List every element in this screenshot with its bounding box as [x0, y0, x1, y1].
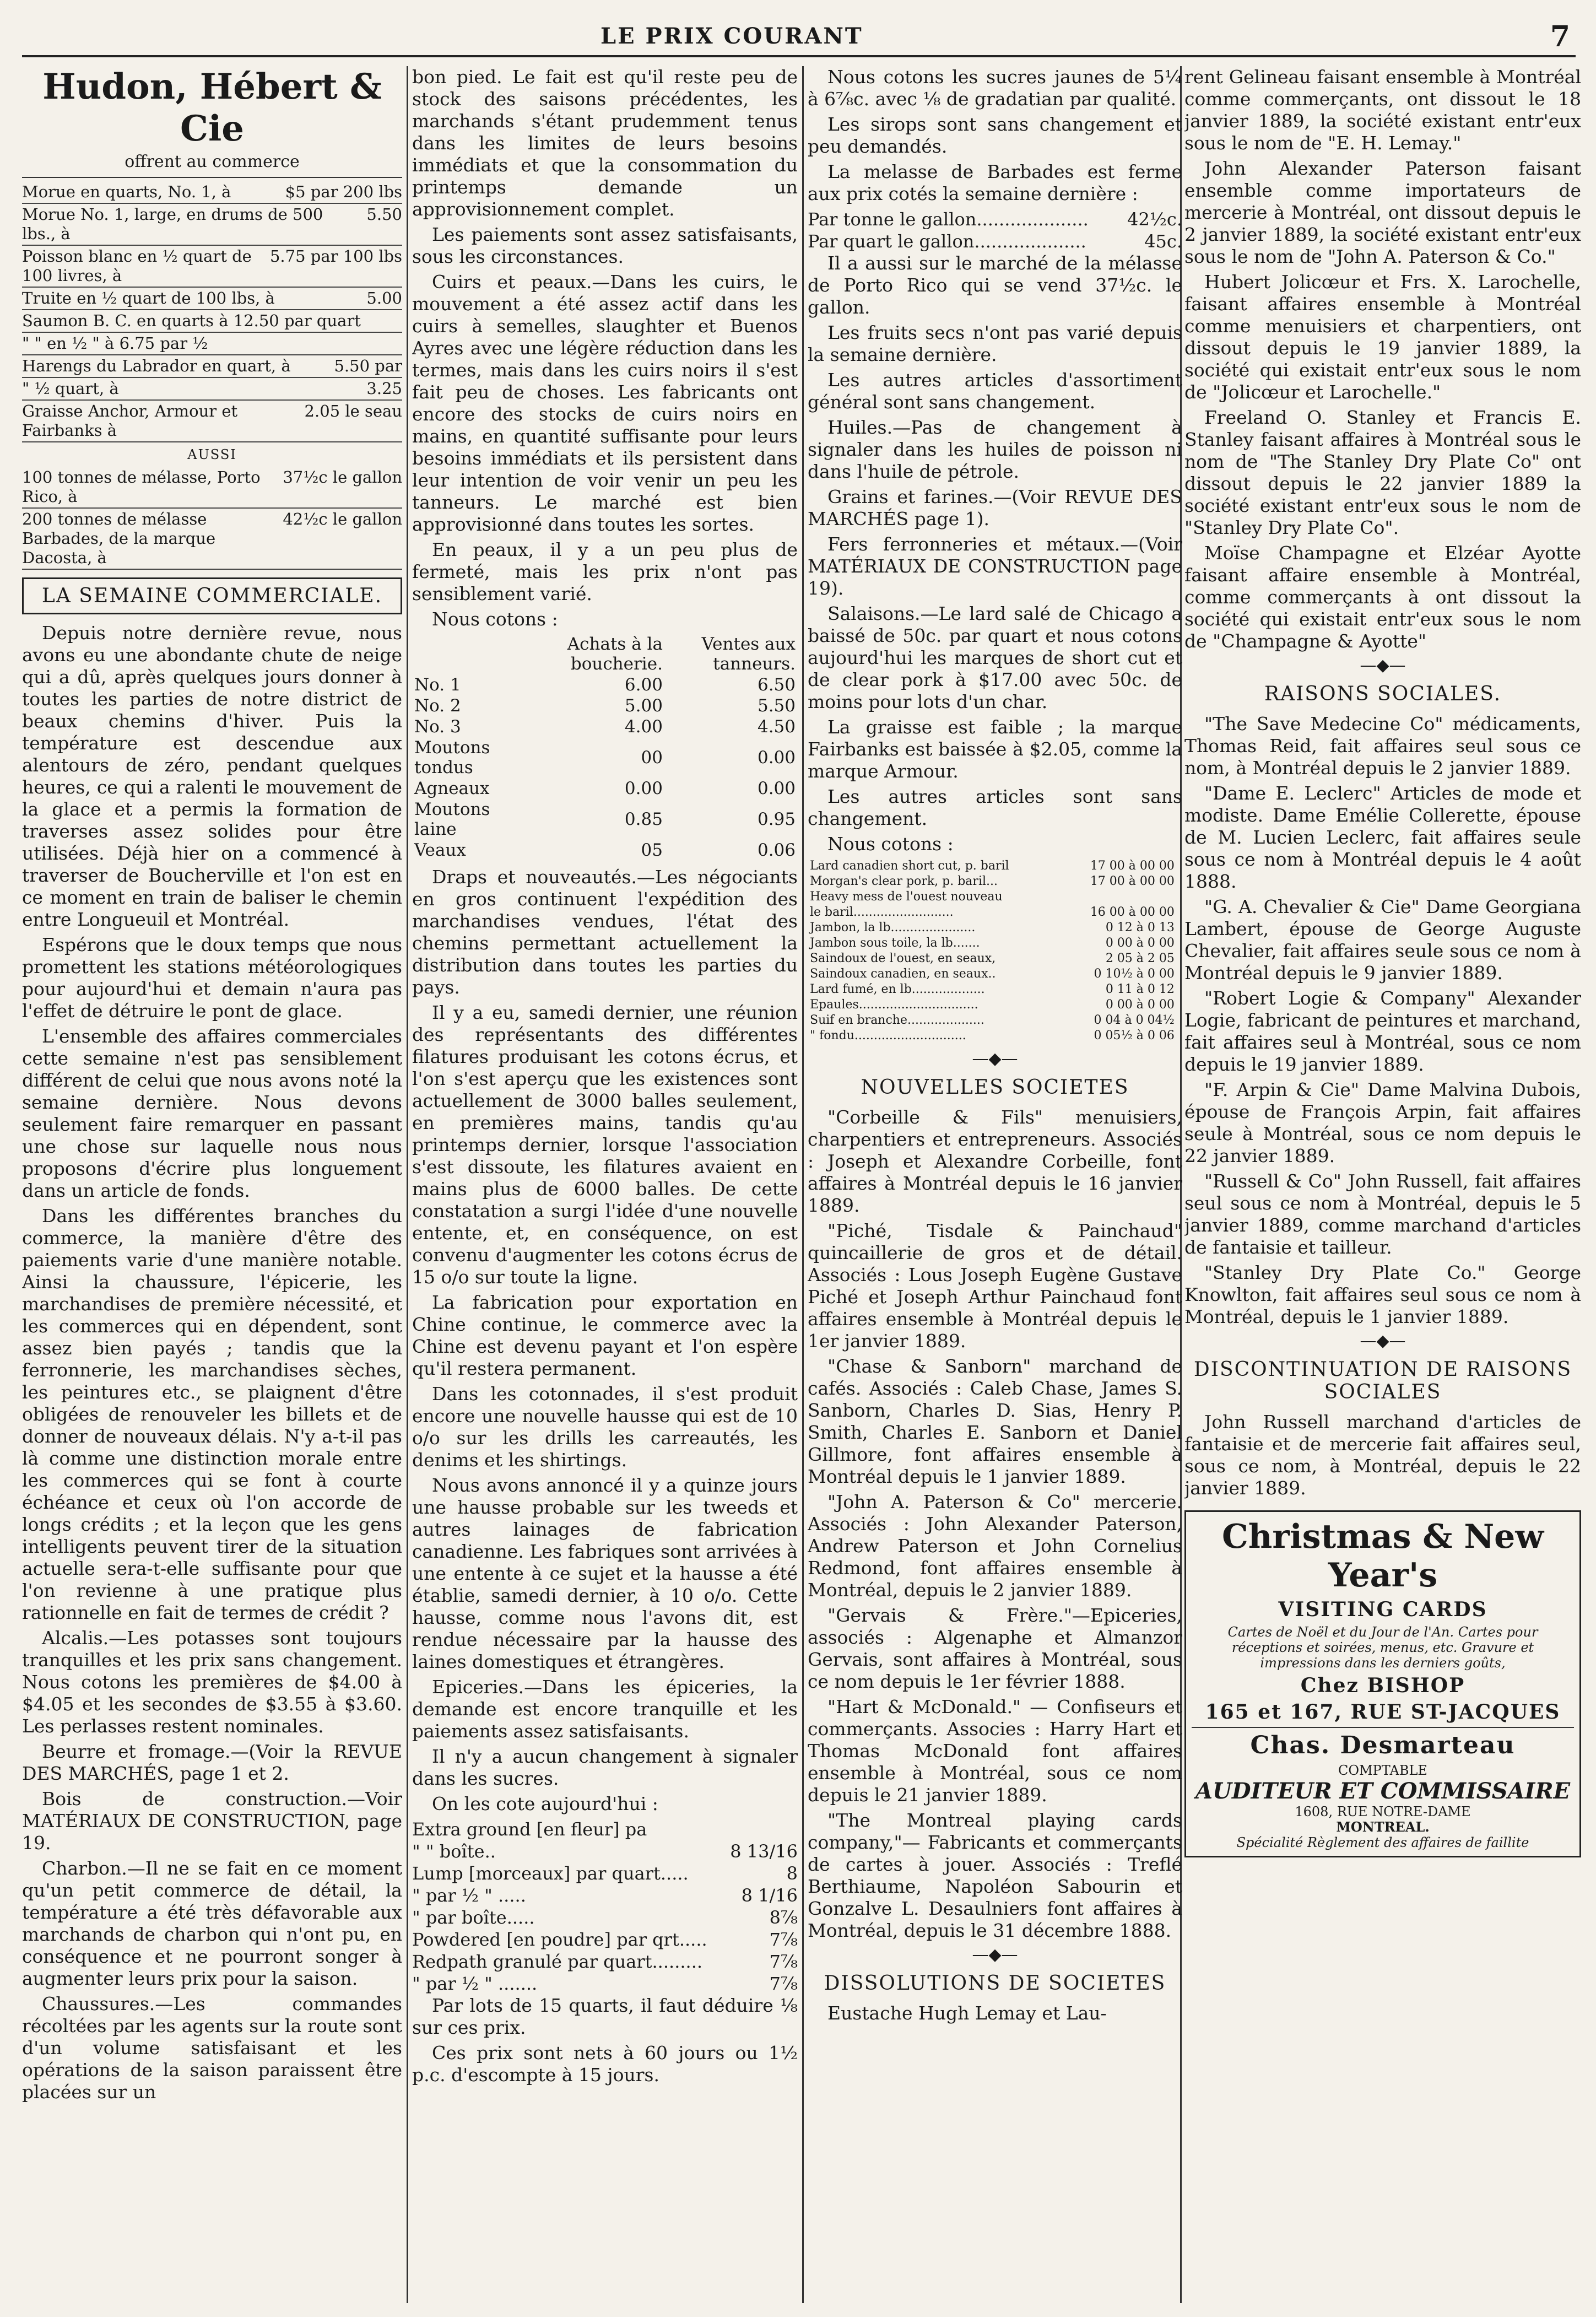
item-name: " ½ quart, à	[22, 379, 119, 398]
table-cell: 0 10½ à 0 00	[1094, 967, 1175, 981]
item-label: Redpath granulé par quart.........	[412, 1951, 703, 1972]
column-2	[412, 66, 798, 2303]
table-cell: Veaux	[414, 840, 466, 860]
firm-name: Hudon, Hébert & Cie	[42, 66, 382, 149]
sugar-price-row	[412, 1906, 798, 1929]
table-row	[808, 920, 1182, 936]
column-4	[1184, 66, 1581, 2303]
paragraph: Epiceries.—Dans les épiceries, la demande est encore tranquille et les paiements assez satisfaisants.	[412, 1676, 798, 1742]
item-price: $5 par 200 lbs	[285, 182, 402, 201]
ad-specialty: Spécialité Règlement des affaires de faillite	[1236, 1835, 1529, 1850]
paragraph: "John A. Paterson & Co" mercerie. Associés : John Alexander Paterson, Andrew Paterson et John Cornelius Redmond, font affaires ensemble à Montréal, depuis le 2 janvier 1889.	[808, 1491, 1182, 1601]
item-name: Graisse Anchor, Armour et Fairbanks à	[22, 402, 238, 440]
item-price: 3.25	[366, 379, 402, 398]
table-cell: Suif en branche....................	[810, 1013, 984, 1027]
table-cell: 0 04 à 0 04½	[1094, 1013, 1175, 1027]
table-cell: Moutons laine	[414, 800, 490, 839]
ad-price-row	[22, 333, 402, 355]
paragraph: "Russell & Co" John Russell, fait affaires seul sous ce nom à Montréal, depuis le 5 janvier 1889, comme marchand d'articles de fantaisie et tailleur.	[1184, 1170, 1581, 1258]
paragraph: "Hart & McDonald." — Confiseurs et commerçants. Associes : Harry Hart et Thomas McDonald font affaires ensemble à Montréal, sous ce nom depuis le 21 janvier 1889.	[808, 1696, 1182, 1806]
sugar-price-list	[412, 1818, 798, 1995]
table-cell: Lard fumé, en lb...................	[810, 982, 985, 996]
paragraph: "Gervais & Frère."—Epiceries, associés : Algenaphe et Almanzor Gervais, sont affaires à Montréal, sous ce nom depuis le 1er février 1888.	[808, 1605, 1182, 1692]
item-price: 7⅞	[769, 1951, 798, 1972]
page-header	[22, 17, 1576, 57]
table-cell: 05	[641, 840, 663, 860]
ornament: —◆—	[1360, 1331, 1406, 1351]
table-cell: 17 00 à 00 00	[1090, 859, 1175, 873]
paragraph: Les autres articles sont sans changement.	[808, 786, 1182, 829]
table-cell: Jambon, la lb......................	[810, 921, 976, 935]
ornament: —◆—	[972, 1049, 1018, 1068]
paragraph: Les autres articles d'assortiment général sont sans changement.	[808, 369, 1182, 413]
ad-city: MONTREAL.	[1336, 1819, 1430, 1835]
table-row	[808, 982, 1182, 997]
table-cell: Morgan's clear pork, p. baril...	[810, 874, 998, 888]
item-name: Harengs du Labrador en quart, à	[22, 357, 291, 375]
ad-role: COMPTABLE	[1338, 1763, 1427, 1778]
table-row	[808, 1013, 1182, 1028]
table-row	[412, 799, 798, 840]
item-name: 100 tonnes de mélasse, Porto Rico, à	[22, 468, 261, 506]
item-name: Saumon B. C. en quarts à 12.50 par quart	[22, 311, 361, 330]
table-row	[808, 936, 1182, 951]
paragraph: On les cote aujourd'hui :	[432, 1793, 658, 1814]
column-3	[808, 66, 1182, 2303]
table-cell: 0.95	[757, 809, 796, 829]
ad-price-row	[22, 401, 402, 442]
item-name: Truite en ½ quart de 100 lbs, à	[22, 289, 275, 307]
table-cell: 0 00 à 0 00	[1105, 998, 1175, 1012]
paragraph: Beurre et fromage.—(Voir la REVUE DES MARCHÉS, page 1 et 2.	[22, 1741, 402, 1784]
section-title: RAISONS SOCIALES.	[1264, 683, 1502, 705]
paragraph: Les sirops sont sans changement et peu demandés.	[808, 114, 1182, 157]
table-cell: Saindoux de l'ouest, en seaux,	[810, 952, 996, 965]
ad-vendor: Chez BISHOP	[1300, 1674, 1465, 1697]
table-cell: 6.00	[624, 675, 663, 695]
table-row	[412, 737, 798, 778]
paragraph: "Corbeille & Fils" menuisiers, charpentiers et entrepreneurs. Associés : Joseph et Alexandre Corbeille, font affaires à Montréal depuis le 16 janvier 1889.	[808, 1106, 1182, 1216]
item-price: 8 13/16	[730, 1841, 798, 1862]
table-cell: 0 00 à 0 00	[1105, 936, 1175, 950]
paragraph: L'ensemble des affaires commerciales cette semaine n'est pas sensiblement différent de celui que nous avons noté la semaine dernière. Nous devons seulement faire remarquer en passant une chose sur laquelle nous nous proposons d'écrire plus longuement dans un article de fonds.	[22, 1025, 402, 1201]
table-row	[808, 889, 1182, 905]
item-label: " par ½ " .....	[412, 1885, 526, 1906]
table-cell: Saindoux canadien, en seaux..	[810, 967, 996, 981]
ad-price-row	[22, 467, 402, 509]
table-cell: 0 11 à 0 12	[1105, 982, 1175, 996]
item-name: Morue No. 1, large, en drums de 500 lbs., à	[22, 205, 323, 243]
ad-description: Cartes de Noël et du Jour de l'An. Cartes pour réceptions et soirées, menus, etc. Gravure et impressions dans les derniers goûts,	[1227, 1624, 1538, 1671]
paragraph: Nous cotons les sucres jaunes de 5¼ à 6⅞c. avec ⅛ de gradatian par qualité.	[808, 66, 1182, 110]
ad-price-row	[22, 310, 402, 333]
paragraph: La fabrication pour exportation en Chine continue, le commerce avec la Chine est devenu payant et l'on espère qu'il restera permanent.	[412, 1292, 798, 1379]
salaisons-price-table	[808, 858, 1182, 1044]
paragraph: La melasse de Barbades est ferme aux prix cotés la semaine dernière :	[808, 161, 1182, 204]
sugar-price-row	[412, 1884, 798, 1906]
paragraph: Par lots de 15 quarts, il faut déduire ⅛ sur ces prix.	[412, 1995, 798, 2038]
ad-address: 165 et 167, RUE ST-JACQUES	[1205, 1700, 1561, 1724]
item-label: Lump [morceaux] par quart.....	[412, 1863, 689, 1884]
table-header: Achats à la boucherie.	[567, 634, 663, 674]
item-price: 8⅞	[769, 1907, 798, 1928]
table-cell: Lard canadien short cut, p. baril	[810, 859, 1009, 873]
item-name: Morue en quarts, No. 1, à	[22, 182, 231, 201]
paragraph: Bois de construction.—Voir MATÉRIAUX DE CONSTRUCTION, page 19.	[22, 1788, 402, 1854]
molasses-price-row	[808, 230, 1182, 252]
bishop-advertisement	[1184, 1510, 1581, 1857]
item-price: 2.05 le seau	[304, 402, 402, 420]
newspaper-title: LE PRIX COURANT	[600, 23, 863, 49]
item-price: 37½c le gallon	[283, 468, 402, 487]
item-name: 200 tonnes de mélasse Barbades, de la marque Dacosta, à	[22, 510, 216, 567]
paragraph: Huiles.—Pas de changement à signaler dans les huiles de poisson ni dans l'huile de pétrole.	[808, 417, 1182, 482]
table-cell: 0.00	[757, 748, 796, 768]
item-label: Par tonne le gallon....................	[808, 209, 1089, 230]
table-cell: 16 00 à 00 00	[1090, 905, 1175, 919]
paragraph: "The Montreal playing cards company,"— Fabricants et commerçants de cartes à jouer. Associés : Treflé Berthiaume, Napoléon Sabourin et Gonzalve L. Desaulniers font affaires à Montréal, depuis le 31 décembre 1888.	[808, 1810, 1182, 1941]
table-cell: " fondu.............................	[810, 1029, 966, 1043]
paragraph: "Robert Logie & Company" Alexander Logie, fabricant de peintures et marchand, fait affaires seul à Montréal, sous ce nom depuis le 19 janvier 1889.	[1184, 987, 1581, 1075]
paragraph: Il y a eu, samedi dernier, une réunion des représentants des différentes filatures produisant les cotons écrus, et l'on s'est aperçu que les existences sont actuellement de 3000 balles seulement, en premières mains, tandis qu'au printemps dernier, lorsque l'association s'est dissoute, les filatures avaient en mains plus de 6000 balles. De cette constatation a surgi l'idée d'une nouvelle entente, et, en conséquence, on est convenu d'augmenter les cotons écrus de 15 o/o sur toute la ligne.	[412, 1002, 798, 1288]
table-cell: 2 05 à 2 05	[1105, 952, 1175, 965]
item-price: 45c.	[1144, 231, 1182, 252]
table-cell: 0.06	[757, 840, 796, 860]
ad-price-row	[22, 355, 402, 378]
table-row	[808, 1028, 1182, 1044]
section-title: NOUVELLES SOCIETES	[861, 1076, 1129, 1099]
ad-price-row	[22, 181, 402, 204]
paragraph: Ces prix sont nets à 60 jours ou 1½ p.c. d'escompte à 15 jours.	[412, 2042, 798, 2086]
firm-offer: offrent au commerce	[125, 152, 300, 171]
table-row	[808, 905, 1182, 920]
table-row	[808, 874, 1182, 889]
item-price: 42½c le gallon	[283, 510, 402, 528]
item-price: 8	[786, 1863, 798, 1884]
table-row	[412, 840, 798, 861]
item-price: 8 1/16	[741, 1885, 798, 1906]
paragraph: Hubert Jolicœur et Frs. X. Larochelle, faisant affaires ensemble à Montréal comme menuisiers et charpentiers, ont dissout depuis le 19 janvier 1889, la société qui existait entr'eux sous le nom de "Jolicœur et Larochelle."	[1184, 271, 1581, 403]
table-row	[412, 716, 798, 737]
item-label: " par boîte.....	[412, 1907, 535, 1928]
paragraph: Il a aussi sur le marché de la mélasse de Porto Rico qui se vend 37½c. le gallon.	[808, 252, 1182, 318]
table-cell: No. 1	[414, 675, 461, 695]
paragraph: Freeland O. Stanley et Francis E. Stanley faisant affaires à Montréal sous le nom de "The Stanley Dry Plate Co" ont dissout depuis le 22 janvier 1889 la société existant entr'eux sous le nom de "Stanley Dry Plate Co".	[1184, 407, 1581, 538]
paragraph: "The Save Medecine Co" médicaments, Thomas Reid, fait affaires seul sous ce nom, à Montréal depuis le 2 janvier 1889.	[1184, 713, 1581, 779]
table-row	[808, 951, 1182, 966]
ad-address-2: 1608, RUE NOTRE-DAME	[1295, 1804, 1471, 1819]
paragraph: Depuis notre dernière revue, nous avons eu une abondante chute de neige qui a dû, après quelques jours donner à toutes les parties de notre district de beaux chemins d'hiver. Puis la température est descendue aux alentours de zéro, pendant quelques heures, ce qui a ralenti le mouvement de la glace et a permis la formation de traverses assez solides pour être utilisées. Déjà hier on a commencé à traverser de Boucherville et l'on est en ce moment en train de baliser le chemin entre Longueuil et Montréal.	[22, 622, 402, 930]
paragraph: "Piché, Tisdale & Painchaud" quincaillerie de gros et de détail. Associés : Lous Joseph Eugène Gustave Piché et Joseph Arthur Painchaud font affaires ensemble à Montréal depuis le 1er janvier 1889.	[808, 1220, 1182, 1352]
table-cell: 00	[641, 748, 663, 768]
section-title: DISSOLUTIONS DE SOCIETES	[824, 1972, 1166, 1995]
paragraph: Fers ferronneries et métaux.—(Voir MATÉRIAUX DE CONSTRUCTION page 19).	[808, 533, 1182, 599]
section-title: DISCONTINUATION DE RAISONS SOCIALES	[1193, 1358, 1572, 1403]
paragraph: bon pied. Le fait est qu'il reste peu de stock des saisons précédentes, les marchands s'étant prudemment tenus dans les limites de leurs besoins immédiats et que la consommation du printemps demande un approvisionnement complet.	[412, 66, 798, 220]
item-price: 7⅞	[769, 1973, 798, 1994]
table-row	[412, 778, 798, 799]
paragraph: Salaisons.—Le lard salé de Chicago a baissé de 50c. par quart et nous cotons aujourd'hui les marques de short cut et de clear pork à $17.00 avec 50c. de moins pour lots d'un char.	[808, 603, 1182, 712]
table-cell: 4.00	[624, 717, 663, 737]
ad-price-row	[22, 509, 402, 570]
paragraph: Nous cotons :	[827, 833, 954, 855]
item-name: Poisson blanc en ½ quart de 100 livres, à	[22, 247, 252, 285]
sugar-price-row	[412, 1818, 798, 1840]
paragraph: Nous avons annoncé il y a quinze jours une hausse probable sur les tweeds et autres lainages de fabrication canadienne. Les fabriques sont arrivées à une entente à ce sujet et la hausse a été établie, samedi dernier, à 10 o/o. Cette hausse, comme nous l'avons dit, est rendue nécessaire par la hausse des laines domestiques et étrangères.	[412, 1475, 798, 1672]
paragraph: Alcalis.—Les potasses sont toujours tranquilles et les prix sans changement. Nous cotons les premières de $4.00 à $4.05 et les secondes de $3.55 à $3.60. Les perlasses restent nominales.	[22, 1627, 402, 1737]
paragraph: Dans les différentes branches du commerce, la manière d'être des paiements varie d'une manière notable. Ainsi la chaussure, l'épicerie, les marchandises de première nécessité, et les commerces qui en dépendent, sont assez bien payés ; tandis que la ferronnerie, les marchandises sèches, les peintures etc., se plaignent d'être obligées de renouveler les billets et de donner de nouveaux délais. N'y a-t-il pas là comme une distinction morale entre les commerces qui se font à courte échéance et ceux où l'on accorde de longs crédits ; et la leçon que les gens intelligents peuvent tirer de la situation actuelle sera-t-elle suffisante pour que l'on revienne à une pratique plus rationnelle en fait de termes de crédit ?	[22, 1205, 402, 1623]
ad-price-list-2	[22, 467, 402, 570]
item-name: " " en ½ " à 6.75 par ½	[22, 334, 208, 353]
item-label: Powdered [en poudre] par qrt.....	[412, 1929, 707, 1950]
table-cell: Moutons tondus	[414, 738, 490, 777]
sugar-price-row	[412, 1951, 798, 1973]
page-number: 7	[1550, 20, 1570, 53]
table-cell: 6.50	[757, 675, 796, 695]
paragraph: "G. A. Chevalier & Cie" Dame Georgiana Lambert, épouse de George Auguste Chevalier, fait affaires seule sous ce nom à Montréal depuis le 9 janvier 1889.	[1184, 896, 1581, 984]
item-label: Extra ground [en fleur] pa	[412, 1819, 647, 1840]
paragraph: Draps et nouveautés.—Les négociants en gros continuent l'expédition des marchandises vendues, l'état des chemins permettant actuellement la distribution dans toutes les parties du pays.	[412, 866, 798, 998]
table-cell: No. 2	[414, 696, 461, 716]
table-cell: 5.50	[757, 696, 796, 716]
column-rule	[407, 66, 408, 2303]
table-header	[412, 634, 522, 674]
paragraph: "Chase & Sanborn" marchand de cafés. Associés : Caleb Chase, James S. Sanborn, Charles D. Sias, Henry P. Smith, Charles E. Sanborn et Daniel Gillmore, font affaires ensemble à Montréal depuis le 1 janvier 1889.	[808, 1355, 1182, 1487]
ad-price-row	[22, 288, 402, 310]
table-cell: 0 05½ à 0 06	[1094, 1029, 1175, 1043]
divider	[1192, 1727, 1574, 1728]
paragraph: En peaux, il y a un peu plus de fermeté, mais les prix n'ont pas sensiblement varié.	[412, 539, 798, 604]
item-price: 5.75 par 100 lbs	[269, 247, 402, 266]
sugar-price-row	[412, 1973, 798, 1995]
paragraph: John Alexander Paterson faisant ensemble comme importateurs de mercerie à Montréal, ont dissout depuis le 2 janvier 1889, la société existant entr'eux sous le nom de "John A. Paterson & Co."	[1184, 158, 1581, 267]
paragraph: Il n'y a aucun changement à signaler dans les sucres.	[412, 1746, 798, 1789]
ad-title: Christmas & New Year's	[1221, 1517, 1544, 1595]
table-cell: 4.50	[757, 717, 796, 737]
table-row	[808, 966, 1182, 982]
hides-price-table	[412, 634, 798, 861]
table-cell: 17 00 à 00 00	[1090, 874, 1175, 888]
table-header-row	[412, 634, 798, 674]
item-price: 5.00	[366, 289, 402, 307]
item-price: 42½c.	[1127, 209, 1182, 230]
sugar-price-row	[412, 1929, 798, 1951]
table-cell: Epaules...............................	[810, 998, 978, 1012]
column-1	[22, 66, 402, 2303]
ad-price-row	[22, 378, 402, 401]
ad-price-list	[22, 181, 402, 442]
paragraph: Charbon.—Il ne se fait en ce moment qu'un petit commerce de détail, la température a été très défavorable aux marchands de charbon qui n'ont pu, en conséquence et ne pourront songer à augmenter leurs prix pour la saison.	[22, 1857, 402, 1989]
ornament: —◆—	[972, 1945, 1018, 1964]
table-cell: Agneaux	[414, 779, 490, 798]
paragraph: "F. Arpin & Cie" Dame Malvina Dubois, épouse de François Arpin, fait affaires seule à Montréal, sous ce nom depuis le 22 janvier 1889.	[1184, 1079, 1581, 1166]
paragraph: Moïse Champagne et Elzéar Ayotte faisant affaire ensemble à Montréal, comme commerçants à ont dissout la société qui existait entr'eux sous le nom de "Champagne & Ayotte"	[1184, 542, 1581, 652]
column-rule	[802, 66, 804, 2303]
item-label: " " boîte..	[412, 1841, 496, 1862]
table-cell: No. 3	[414, 717, 461, 737]
sugar-price-row	[412, 1862, 798, 1884]
paragraph: "Stanley Dry Plate Co." George Knowlton, fait affaires seul sous ce nom à Montréal, depuis le 1 janvier 1889.	[1184, 1262, 1581, 1327]
table-cell: le baril..........................	[810, 905, 954, 919]
paragraph: Chaussures.—Les commandes récoltées par les agents sur la route sont d'un volume satisfaisant et les opérations de la saison paraissent être placées sur un	[22, 1993, 402, 2103]
item-price: 5.50	[366, 205, 402, 224]
table-cell	[1177, 889, 1182, 905]
ornament: —◆—	[1360, 656, 1406, 675]
item-price: 7⅞	[769, 1929, 798, 1950]
table-row	[808, 858, 1182, 874]
item-price: 5.50 par	[334, 357, 402, 375]
table-row	[412, 695, 798, 716]
table-cell: 0.00	[624, 779, 663, 798]
table-header: Ventes aux tanneurs.	[701, 634, 796, 674]
table-cell: 0.85	[624, 809, 663, 829]
table-cell	[1065, 889, 1177, 905]
paragraph: Grains et farines.—(Voir REVUE DES MARCHÉS page 1).	[808, 486, 1182, 530]
table-cell: 0 12 à 0 13	[1105, 921, 1175, 935]
table-row	[412, 674, 798, 695]
paragraph: Eustache Hugh Lemay et Lau-	[827, 2002, 1107, 2024]
section-title: LA SEMAINE COMMERCIALE.	[22, 577, 402, 614]
table-cell: Heavy mess de l'ouest nouveau	[810, 890, 1003, 904]
ad-role-2: AUDITEUR ET COMMISSAIRE	[1195, 1778, 1571, 1804]
paragraph: Dans les cotonnades, il s'est produit encore une nouvelle hausse qui est de 10 o/o sur les drills les carreautés, les denims et les shirtings.	[412, 1383, 798, 1471]
paragraph: "Dame E. Leclerc" Articles de mode et modiste. Dame Emélie Collerette, épouse de M. Lucien Leclerc, fait affaires seule sous ce nom à Montréal depuis le 4 août 1888.	[1184, 782, 1581, 892]
table-cell: 0.00	[757, 779, 796, 798]
paragraph: Cuirs et peaux.—Dans les cuirs, le mouvement a été assez actif dans les cuirs à semelles, slaughter et Buenos Ayres avec une légère réduction dans les termes, mais dans les cuirs noirs il s'est fait peu de choses. Les fabricants ont encore des stocks de cuirs noirs en mains, en quantité suffisante pour leurs besoins immédiats et ils persistent dans leur intention de voir venir un peu les tanneurs. Le marché est bien approvisionné dans toutes les sortes.	[412, 271, 798, 535]
ad-name: Chas. Desmarteau	[1250, 1731, 1516, 1759]
paragraph: John Russell marchand d'articles de fantaisie et de mercerie fait affaires seul, sous ce nom, à Montréal, depuis le 22 janvier 1889.	[1184, 1411, 1581, 1499]
table-cell: Jambon sous toile, la lb.......	[810, 936, 980, 950]
item-label: " par ½ " .......	[412, 1973, 538, 1994]
divider	[22, 177, 402, 178]
paragraph: Nous cotons :	[432, 608, 558, 630]
table-cell: 5.00	[624, 696, 663, 716]
ad-subtitle: VISITING CARDS	[1278, 1598, 1487, 1621]
ad-price-row	[22, 204, 402, 246]
ad-price-row	[22, 246, 402, 288]
paragraph: La graisse est faible ; la marque Fairbanks est baissée à $2.05, comme la marque Armour.	[808, 716, 1182, 782]
item-label: Par quart le gallon....................	[808, 231, 1086, 252]
sugar-price-row	[412, 1840, 798, 1862]
table-row	[808, 997, 1182, 1013]
paragraph: Les paiements sont assez satisfaisants, sous les circonstances.	[412, 224, 798, 267]
paragraph: rent Gelineau faisant ensemble à Montréal comme commerçants, ont dissout le 18 janvier 1889, la société existant entr'eux sous le nom de "E. H. Lemay."	[1184, 66, 1581, 154]
aussi-label: AUSSI	[187, 447, 237, 462]
paragraph: Les fruits secs n'ont pas varié depuis la semaine dernière.	[808, 322, 1182, 365]
molasses-price-row	[808, 208, 1182, 230]
paragraph: Espérons que le doux temps que nous promettent les stations météorologiques pour aujourd'hui et demain n'aura pas l'effet de détruire le pont de glace.	[22, 934, 402, 1022]
